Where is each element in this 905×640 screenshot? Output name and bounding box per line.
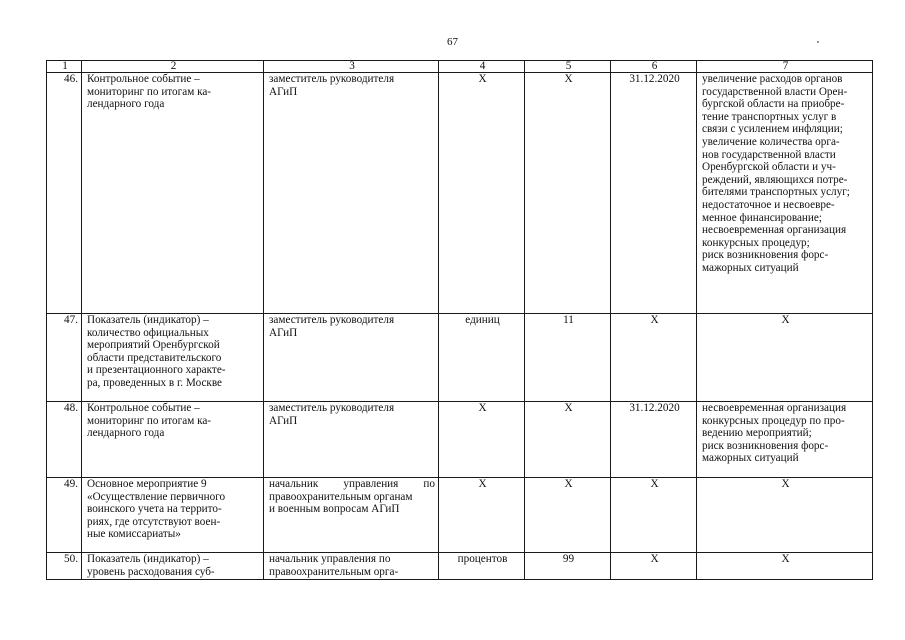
text-line: области представительского [87, 351, 222, 364]
text-line: Показатель (индикатор) – [87, 314, 209, 326]
text-line: связи с усилением инфляции; [702, 123, 843, 136]
column-header: 2 [82, 61, 264, 73]
event-name-cell [82, 402, 264, 478]
text-line: лендарного года [87, 98, 165, 111]
table-row [47, 73, 873, 314]
value-cell: Х [525, 402, 611, 478]
text-line: Х [781, 314, 790, 326]
date-cell: 31.12.2020 [611, 73, 697, 314]
text-line: тение транспортных услуг в [702, 110, 837, 123]
text-line: АГиП [269, 85, 298, 98]
unit-cell: Х [439, 478, 525, 553]
document-table [46, 60, 873, 580]
table-row [47, 553, 873, 580]
risks-cell [697, 402, 873, 478]
risks-cell [697, 73, 873, 314]
unit-cell: единиц [439, 314, 525, 402]
text-line: мониторинг по итогам ка- [87, 414, 212, 427]
text-line: заместитель руководителя [269, 314, 395, 326]
column-header: 4 [439, 61, 525, 73]
event-name-cell [82, 314, 264, 402]
text-line: Оренбургской области и уч- [702, 161, 836, 174]
table-row [47, 314, 873, 402]
text-line: государственной власти Орен- [702, 85, 848, 98]
unit-cell: процентов [439, 553, 525, 580]
text-line: мониторинг по итогам ка- [87, 85, 212, 98]
value-cell: 99 [525, 553, 611, 580]
column-number-row [47, 61, 873, 73]
responsible-cell [264, 553, 439, 580]
row-number: 46. [47, 73, 82, 314]
text-line: ведению мероприятий; [702, 427, 812, 440]
text-line: и презентационного характе- [87, 364, 226, 377]
text-line: Х [781, 553, 790, 565]
responsible-cell [264, 478, 439, 553]
text-line: увеличение количества орга- [702, 135, 840, 148]
text-line: несвоевременная организация [702, 402, 847, 414]
text-line: нов государственной власти [702, 148, 836, 161]
table-row [47, 402, 873, 478]
text-line: реждений, являющихся потре- [702, 173, 848, 186]
column-header: 3 [264, 61, 439, 73]
text-line: Основное мероприятие 9 [87, 478, 207, 490]
text-line: лендарного года [87, 427, 165, 440]
text-line: заместитель руководителя [269, 73, 395, 85]
responsible-cell [264, 314, 439, 402]
risks-cell [697, 478, 873, 553]
text-line: АГиП [269, 326, 298, 339]
text-line: уровень расходования суб- [87, 565, 215, 578]
text-line: Контрольное событие – [87, 402, 200, 414]
event-name-cell [82, 478, 264, 553]
value-cell: Х [525, 478, 611, 553]
text-line: ные комиссариаты» [87, 528, 181, 541]
text-line: Х [781, 478, 790, 490]
text-line: Контрольное событие – [87, 73, 200, 85]
text-line: менное финансирование; [702, 211, 822, 224]
row-number: 50. [47, 553, 82, 580]
column-header: 1 [47, 61, 82, 73]
event-name-cell [82, 553, 264, 580]
text-line: риск возникновения форс- [702, 249, 829, 262]
text-line: и военным вопросам АГиП [269, 503, 400, 516]
risks-cell [697, 314, 873, 402]
text-line: воинского учета на террито- [87, 503, 222, 516]
risks-cell [697, 553, 873, 580]
text-line: начальник управления по [269, 553, 391, 565]
text-line: начальник управления по [269, 478, 435, 490]
text-line: заместитель руководителя [269, 402, 395, 414]
responsible-cell [264, 73, 439, 314]
date-cell: Х [611, 478, 697, 553]
text-line: бургской области на приобре- [702, 98, 845, 111]
text-line: увеличение расходов органов [702, 73, 843, 85]
date-cell: Х [611, 553, 697, 580]
row-number: 49. [47, 478, 82, 553]
text-line: правоохранительным орга- [269, 565, 399, 578]
text-line: «Осуществление первичного [87, 490, 226, 503]
text-line: правоохранительным органам [269, 490, 413, 503]
text-line: бителями транспортных услуг; [702, 186, 850, 199]
row-number: 48. [47, 402, 82, 478]
row-number: 47. [47, 314, 82, 402]
text-line: мероприятий Оренбургской [87, 339, 220, 352]
value-cell: Х [525, 73, 611, 314]
text-line: конкурсных процедур; [702, 236, 810, 249]
column-header: 6 [611, 61, 697, 73]
text-line: количество официальных [87, 326, 209, 339]
table-row [47, 478, 873, 553]
text-line: конкурсных процедур по про- [702, 414, 845, 427]
column-header: 5 [525, 61, 611, 73]
text-line: Показатель (индикатор) – [87, 553, 209, 565]
text-line: риск возникновения форс- [702, 439, 829, 452]
text-line: ра, проведенных в г. Москве [87, 376, 223, 389]
date-cell: 31.12.2020 [611, 402, 697, 478]
text-line: риях, где отсутствуют воен- [87, 515, 221, 528]
unit-cell: Х [439, 402, 525, 478]
event-name-cell [82, 73, 264, 314]
page-number: 67 [447, 36, 458, 48]
text-line: АГиП [269, 414, 298, 427]
text-line: несвоевременная организация [702, 224, 847, 237]
date-cell: Х [611, 314, 697, 402]
text-line: мажорных ситуаций [702, 261, 799, 274]
value-cell: 11 [525, 314, 611, 402]
text-line: мажорных ситуаций [702, 452, 799, 465]
unit-cell: Х [439, 73, 525, 314]
responsible-cell [264, 402, 439, 478]
scan-speck [817, 41, 819, 43]
column-header: 7 [697, 61, 873, 73]
text-line: недостаточное и несвоевре- [702, 198, 835, 211]
